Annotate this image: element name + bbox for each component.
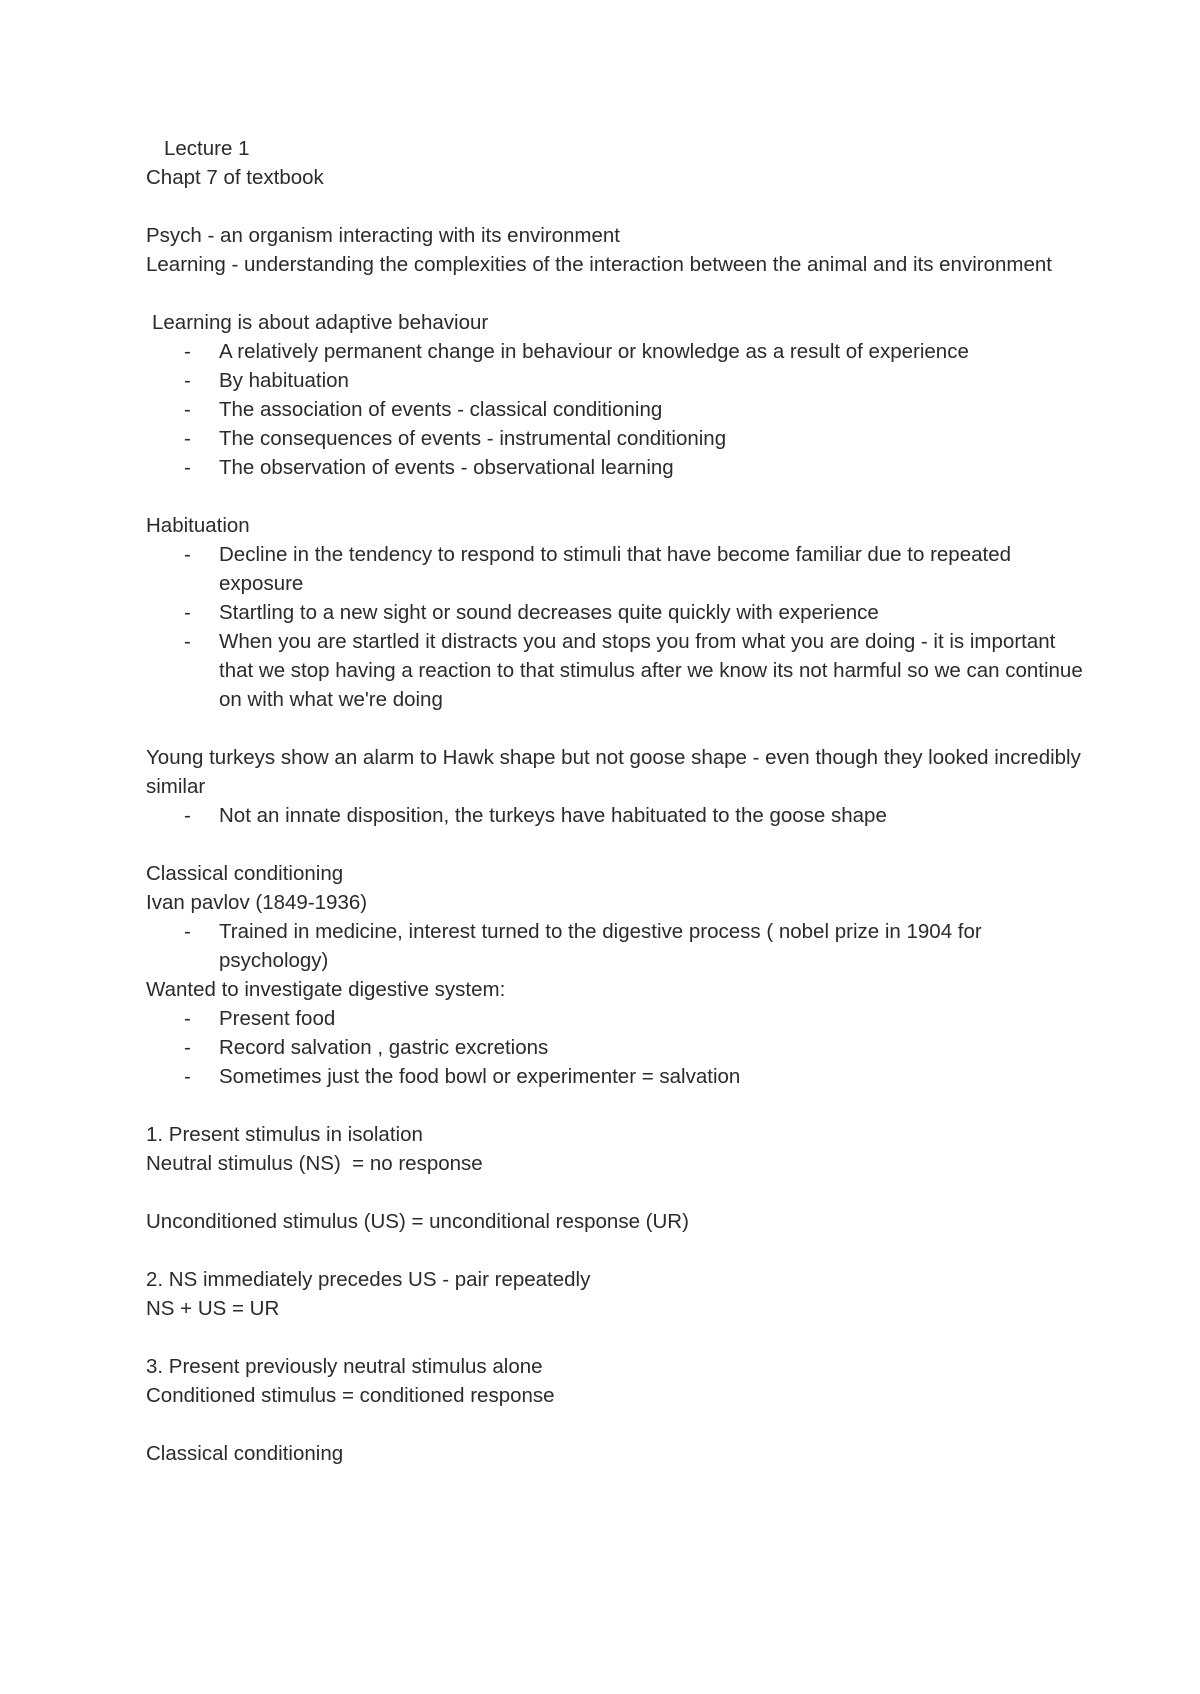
turkey-paragraph: Young turkeys show an alarm to Hawk shape but not goose shape - even though they looked incredibly similar [146,746,1087,798]
list-item: - A relatively permanent change in behaviour or knowledge as a result of experience [146,337,1086,366]
dash-bullet: - [184,630,191,653]
pavlov-list [146,917,1086,975]
dash-bullet: - [184,1007,191,1030]
dash-bullet: - [184,427,191,450]
list-item: - Startling to a new sight or sound decreases quite quickly with experience [146,598,1086,627]
list-item: - The observation of events - observational learning [146,453,1086,482]
intro-psych: Psych - an organism interacting with its environment [146,224,620,247]
learning-list [146,337,1086,482]
chapter-reference: Chapt 7 of textbook [146,166,324,189]
classical-conditioning-heading: Classical conditioning [146,862,344,885]
document-page [146,134,1086,1468]
pavlov-line: Ivan pavlov (1849-1936) [146,891,368,914]
dash-bullet: - [184,601,191,624]
step-2: 2. NS immediately precedes US - pair repeatedly [146,1268,591,1291]
habituation-heading: Habituation [146,514,250,537]
spacer [146,279,1086,308]
spacer [146,1323,1086,1352]
turkey-list [146,801,1086,830]
spacer [146,482,1086,511]
intro-learning: Learning - understanding the complexities of the interaction between the animal and its environment [146,253,1052,276]
spacer [146,714,1086,743]
habituation-list [146,540,1086,714]
learning-heading: Learning is about adaptive behaviour [152,311,489,334]
ns-us-line: NS + US = UR [146,1297,280,1320]
list-item: - The consequences of events - instrumental conditioning [146,424,1086,453]
dash-bullet: - [184,369,191,392]
dash-bullet: - [184,456,191,479]
dash-bullet: - [184,543,191,566]
unconditioned-stimulus-line: Unconditioned stimulus (US) = unconditional response (UR) [146,1210,689,1233]
spacer [146,1178,1086,1207]
list-item: - When you are startled it distracts you and stops you from what you are doing - it is important that we stop having a reaction to that stimulus after we know its not harmful so we can continue on with what we're doing [146,627,1086,714]
list-item: - Decline in the tendency to respond to stimuli that have become familiar due to repeated exposure [146,540,1086,598]
dash-bullet: - [184,398,191,421]
spacer [146,1091,1086,1120]
dash-bullet: - [184,920,191,943]
lecture-title: Lecture 1 [164,137,250,160]
classical-conditioning-footer: Classical conditioning [146,1442,344,1465]
step-1: 1. Present stimulus in isolation [146,1123,423,1146]
list-item: - By habituation [146,366,1086,395]
list-item: - Trained in medicine, interest turned to the digestive process ( nobel prize in 1904 for psychology) [146,917,1086,975]
spacer [146,1236,1086,1265]
list-item: - Not an innate disposition, the turkeys have habituated to the goose shape [146,801,1086,830]
step-3: 3. Present previously neutral stimulus alone [146,1355,543,1378]
conditioned-stimulus-line: Conditioned stimulus = conditioned response [146,1384,555,1407]
neutral-stimulus-line: Neutral stimulus (NS) = no response [146,1152,483,1175]
digestive-list [146,1004,1086,1091]
list-item: - The association of events - classical conditioning [146,395,1086,424]
spacer [146,192,1086,221]
digestive-line: Wanted to investigate digestive system: [146,978,506,1001]
dash-bullet: - [184,1065,191,1088]
dash-bullet: - [184,1036,191,1059]
list-item: - Record salvation , gastric excretions [146,1033,1086,1062]
list-item: - Sometimes just the food bowl or experimenter = salvation [146,1062,1086,1091]
dash-bullet: - [184,340,191,363]
dash-bullet: - [184,804,191,827]
spacer [146,830,1086,859]
spacer [146,1410,1086,1439]
list-item: - Present food [146,1004,1086,1033]
